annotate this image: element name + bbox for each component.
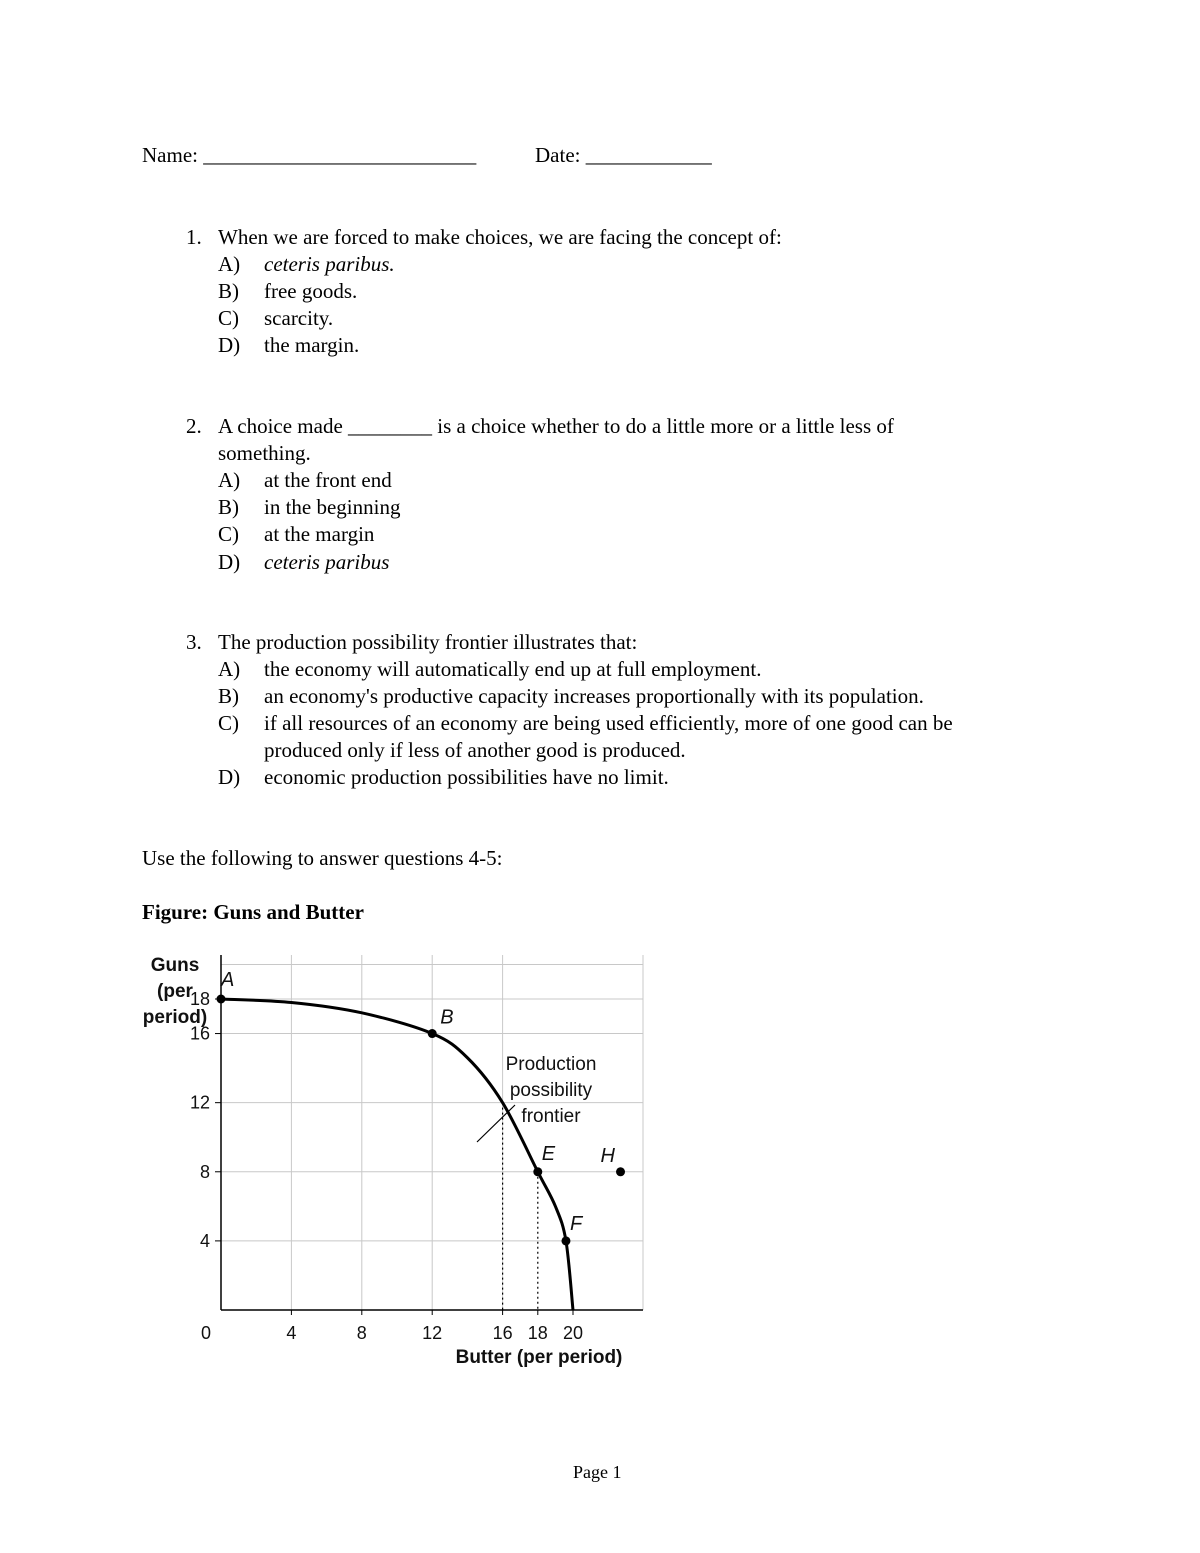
x-tick-label: 20 [562, 1323, 584, 1343]
question-stem: When we are forced to make choices, we are facing the concept of: [218, 225, 782, 249]
question-stem: The production possibility frontier illustrates that: [218, 630, 638, 654]
option-text: in the beginning [264, 495, 401, 519]
figure-title: Figure: Guns and Butter [142, 900, 364, 924]
point-label: F [569, 1212, 583, 1235]
point-b [428, 1029, 437, 1038]
option-letter: B) [218, 279, 239, 303]
option-letter: B) [218, 495, 239, 519]
annotation-label: possibility [509, 1080, 593, 1101]
option-text: an economy's productive capacity increases proportionally with its population. [264, 684, 924, 708]
option-text: ceteris paribus [264, 550, 390, 574]
x-tick-label: 16 [492, 1323, 513, 1343]
y-axis-label: (per [157, 981, 193, 1002]
question-number: 3. [186, 630, 202, 654]
option-letter: D) [218, 765, 241, 789]
option-text: at the margin [264, 522, 375, 546]
ppf-curve [221, 999, 573, 1310]
option-text: ceteris paribus. [264, 252, 395, 276]
date-field: Date: ____________ [535, 143, 712, 167]
point-label: A [221, 969, 235, 991]
question-number: 2. [186, 414, 202, 438]
name-field: Name: __________________________ [142, 143, 477, 167]
option-letter: C) [218, 711, 239, 735]
annotation-leader [477, 1105, 515, 1142]
option-text: at the front end [264, 468, 392, 492]
point-label: E [541, 1142, 556, 1165]
annotation-label: frontier [521, 1106, 581, 1127]
y-tick-label: 18 [189, 989, 210, 1009]
question-stem-continued: something. [218, 441, 311, 465]
y-tick-label: 16 [189, 1023, 210, 1044]
option-letter: C) [218, 522, 239, 546]
point-f [561, 1236, 570, 1245]
question-stem: A choice made ________ is a choice whether to do a little more or a little less of [218, 414, 894, 438]
point-a [217, 995, 226, 1004]
point-e [533, 1167, 542, 1176]
option-text: the economy will automatically end up at full employment. [264, 657, 762, 681]
x-tick-label: 18 [527, 1323, 548, 1343]
option-letter: A) [218, 468, 241, 492]
option-letter: D) [218, 333, 241, 357]
question-number: 1. [186, 225, 202, 249]
point-h [616, 1167, 625, 1176]
y-axis-label: Guns [150, 955, 200, 976]
option-letter: A) [218, 657, 241, 681]
option-text: scarcity. [264, 306, 334, 330]
origin-label: 0 [200, 1323, 212, 1343]
y-axis-label: period) [142, 1007, 208, 1028]
option-letter: A) [218, 252, 241, 276]
option-text-continued: produced only if less of another good is produced. [264, 738, 686, 762]
y-tick-label: 12 [189, 1092, 210, 1113]
instructions: Use the following to answer questions 4-5: [142, 846, 503, 870]
option-text: if all resources of an economy are being used efficiently, more of one good can be [264, 711, 953, 735]
x-tick-label: 12 [422, 1323, 443, 1343]
option-letter: D) [218, 550, 241, 574]
annotation-label: Production [505, 1054, 597, 1075]
x-tick-label: 4 [286, 1323, 297, 1343]
y-tick-label: 8 [199, 1161, 210, 1182]
point-label: H [600, 1144, 615, 1167]
ppf-chart [130, 945, 660, 1375]
y-tick-label: 4 [199, 1230, 210, 1251]
option-text: the margin. [264, 333, 360, 357]
point-label: B [440, 1006, 454, 1029]
option-letter: C) [218, 306, 239, 330]
option-text: free goods. [264, 279, 358, 303]
option-text: economic production possibilities have no limit. [264, 765, 669, 789]
page-number: Page 1 [573, 1462, 622, 1482]
option-letter: B) [218, 684, 239, 708]
x-tick-label: 8 [356, 1323, 367, 1343]
x-axis-label: Butter (per period) [455, 1347, 623, 1368]
